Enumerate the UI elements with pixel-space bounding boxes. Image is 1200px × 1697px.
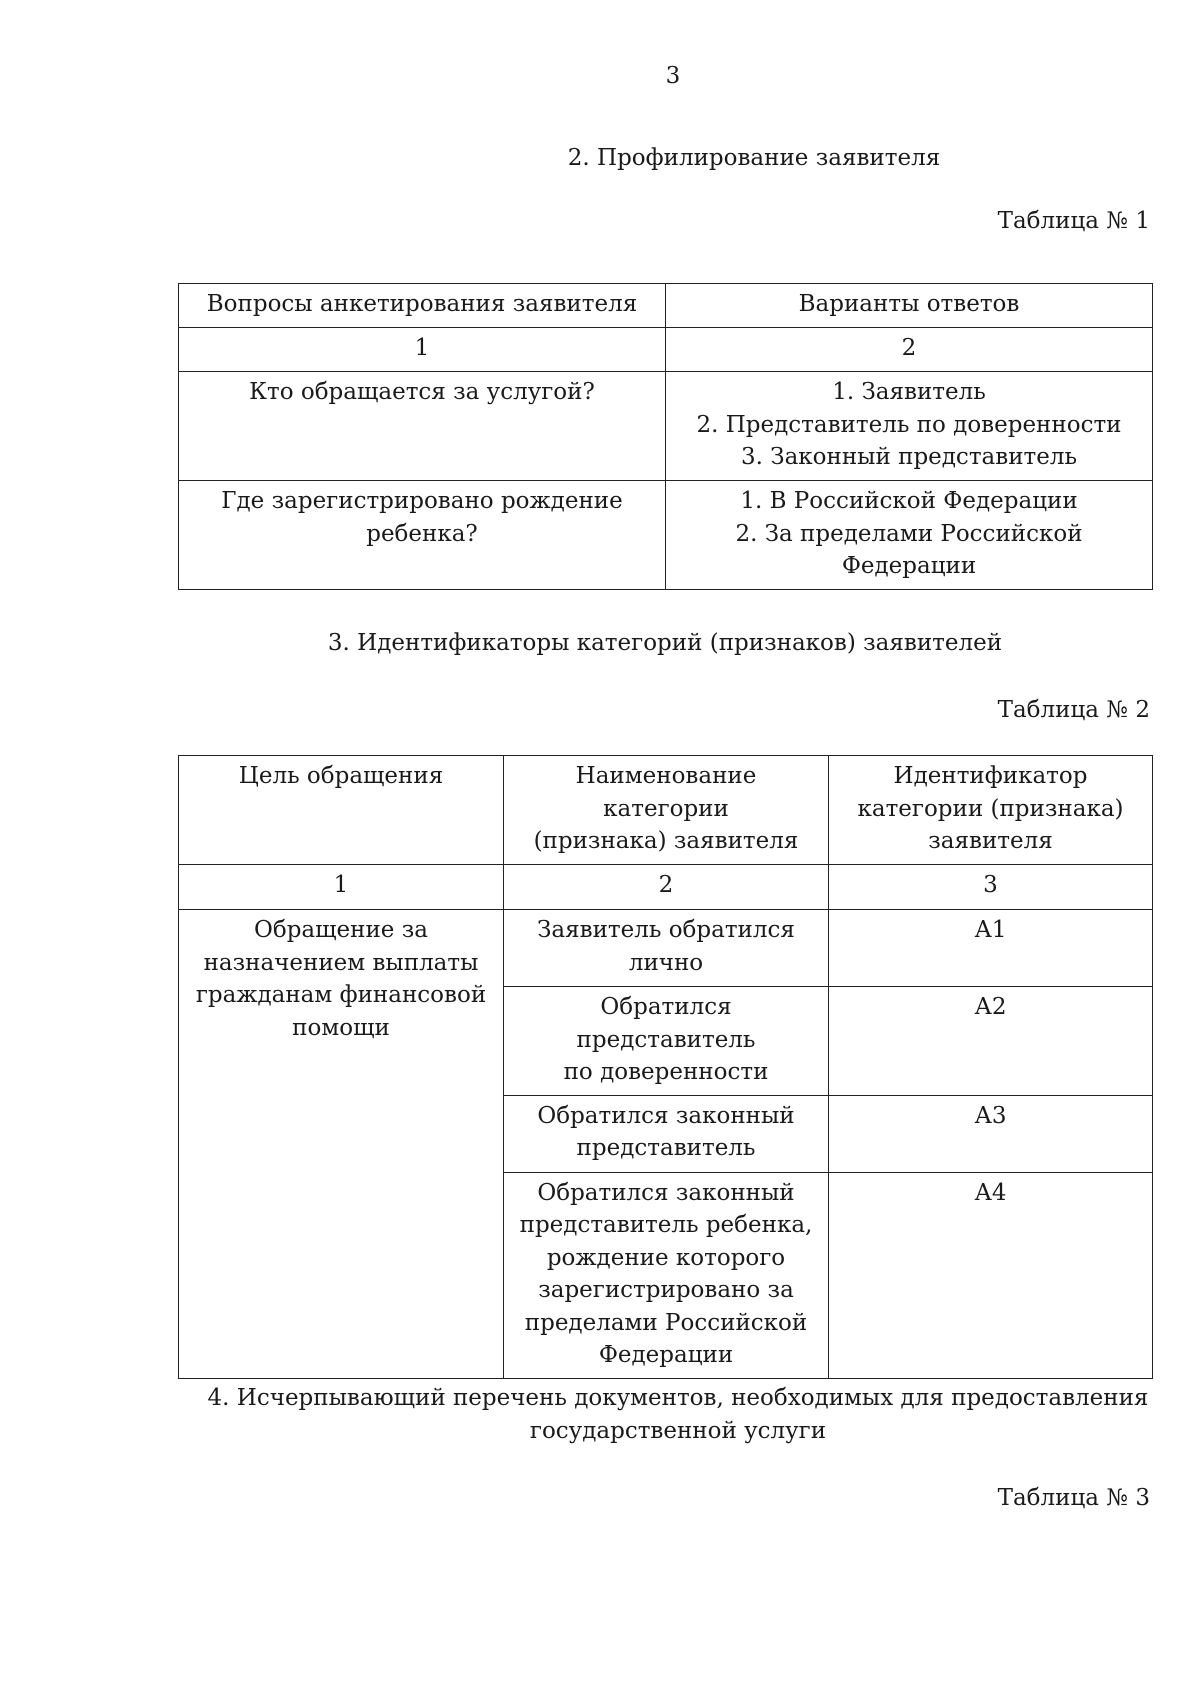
- table-2-caption: Таблица № 2: [997, 697, 1150, 723]
- section-2-heading: 2. Профилирование заявителя: [567, 145, 941, 171]
- table-1-col-number-2: 2: [666, 328, 1153, 372]
- table-2-number-row: [179, 865, 1153, 910]
- table-1-col-number-1: 1: [179, 328, 666, 372]
- section-3-heading: 3. Идентификаторы категорий (признаков) заявителей: [327, 630, 1003, 656]
- table-1-answers: 1. В Российской Федерации 2. За пределами Российской Федерации: [666, 481, 1153, 590]
- table-row: [179, 910, 1153, 987]
- table-2-category: Обратился законный представитель: [504, 1095, 829, 1172]
- table-1-caption: Таблица № 1: [997, 208, 1150, 234]
- table-2-col-number-3: 3: [829, 865, 1153, 910]
- table-1-header-answers: Варианты ответов: [666, 284, 1153, 328]
- page-number: 3: [665, 63, 681, 89]
- table-3-caption: Таблица № 3: [997, 1485, 1150, 1511]
- table-2-header-category: Наименование категории (признака) заявителя: [504, 756, 829, 865]
- table-1-question: Кто обращается за услугой?: [179, 372, 666, 481]
- table-2-category: Заявитель обратился лично: [504, 910, 829, 987]
- table-1: [178, 283, 1153, 590]
- table-2-identifier: А1: [829, 910, 1153, 987]
- table-2-col-number-2: 2: [504, 865, 829, 910]
- table-2-header-purpose: Цель обращения: [179, 756, 504, 865]
- table-2-identifier: А2: [829, 987, 1153, 1096]
- table-1-header-questions: Вопросы анкетирования заявителя: [179, 284, 666, 328]
- table-2-category: Обратился законный представитель ребенка, рождение которого зарегистрировано за пределами Российской Федерации: [504, 1172, 829, 1378]
- table-1-answers: 1. Заявитель 2. Представитель по доверенности 3. Законный представитель: [666, 372, 1153, 481]
- table-1-header-row: [179, 284, 1153, 328]
- table-1-number-row: [179, 328, 1153, 372]
- table-row: [179, 372, 1153, 481]
- section-4-heading: 4. Исчерпывающий перечень документов, необходимых для предоставления государственной услуги: [207, 1385, 1149, 1444]
- table-2-identifier: А4: [829, 1172, 1153, 1378]
- table-2: [178, 755, 1153, 1379]
- table-1-question: Где зарегистрировано рождение ребенка?: [179, 481, 666, 590]
- table-2-header-identifier: Идентификатор категории (признака) заявителя: [829, 756, 1153, 865]
- table-2-identifier: А3: [829, 1095, 1153, 1172]
- table-row: [179, 481, 1153, 590]
- table-2-purpose: Обращение за назначением выплаты гражданам финансовой помощи: [179, 910, 504, 1379]
- table-2-header-row: [179, 756, 1153, 865]
- table-2-col-number-1: 1: [179, 865, 504, 910]
- table-2-category: Обратился представитель по доверенности: [504, 987, 829, 1096]
